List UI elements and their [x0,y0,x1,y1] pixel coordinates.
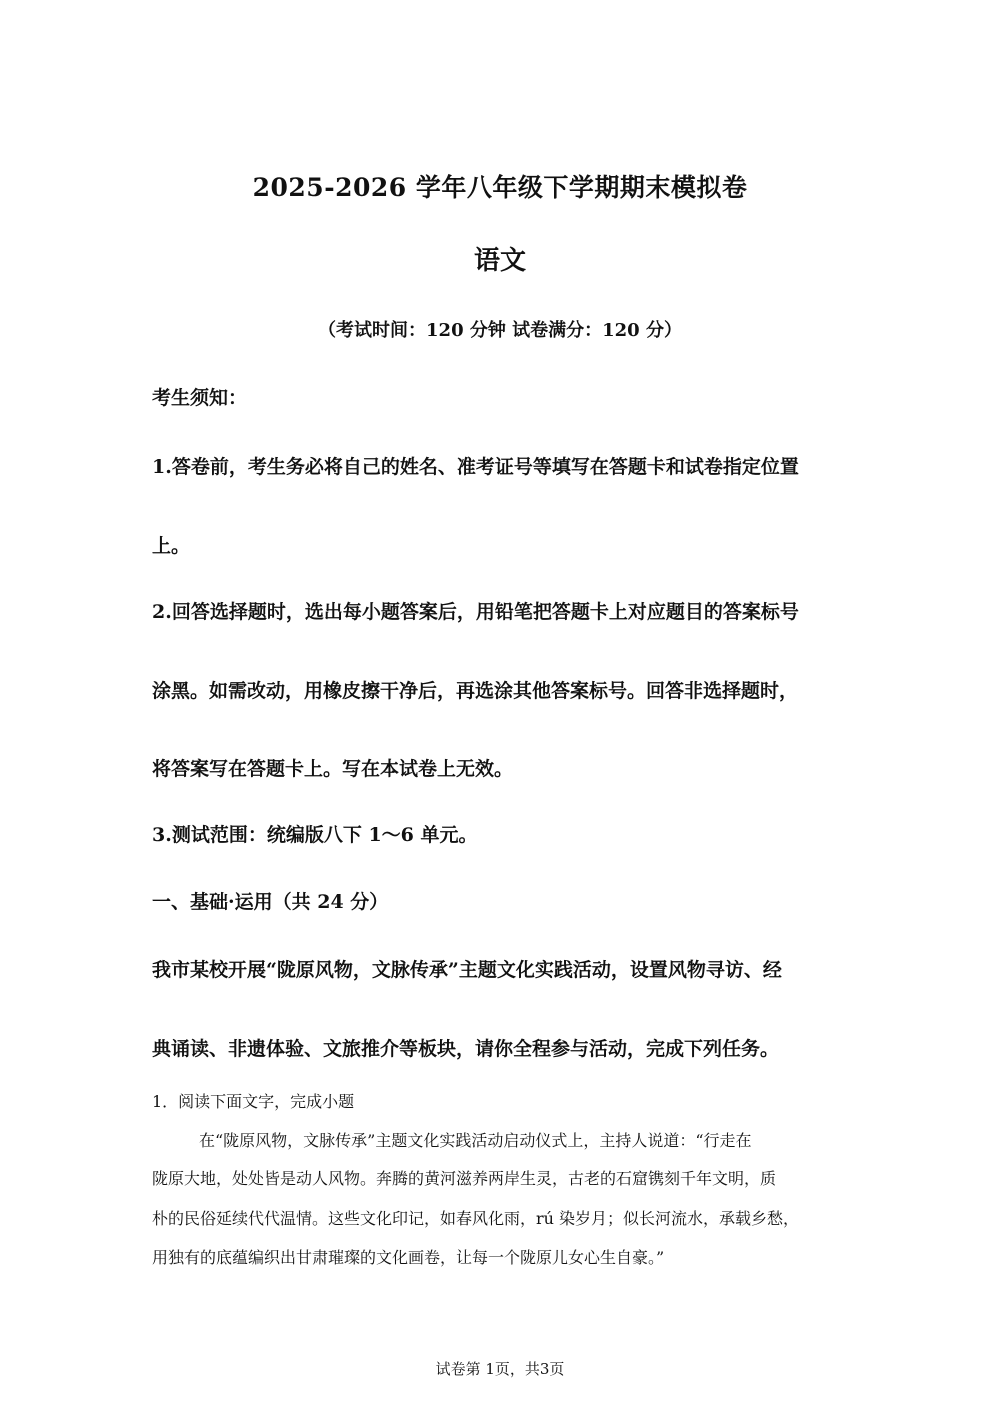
passage-line-4: 用独有的底蕴编织出甘肃璀璨的文化画卷，让每一个陇原儿女心生自豪。” [152,1248,665,1267]
notice-item-3: 3.测试范围：统编版八下 1～6 单元。 [152,824,478,846]
page-footer: 试卷第 1页，共3页 [435,1360,565,1378]
subject-title: 语文 [473,246,526,276]
section-1-intro-line-1: 我市某校开展“陇原风物，文脉传承”主题文化实践活动，设置风物寻访、经 [152,959,782,981]
question-1-label: 1．阅读下面文字，完成小题 [152,1092,355,1111]
notice-heading: 考生须知： [152,387,248,409]
notice-item-1-line-2: 上。 [152,535,191,557]
notice-item-2-line-3: 将答案写在答题卡上。写在本试卷上无效。 [152,758,514,780]
passage-line-1: 在“陇原风物，文脉传承”主题文化实践活动启动仪式上，主持人说道：“行走在 [199,1131,752,1150]
section-1-intro-line-2: 典诵读、非遗体验、文旅推介等板块，请你全程参与活动，完成下列任务。 [152,1038,780,1060]
section-1-heading: 一、基础·运用（共 24 分） [152,891,389,913]
notice-item-2-line-2: 涂黑。如需改动，用橡皮擦干净后，再选涂其他答案标号。回答非选择题时， [152,680,799,702]
exam-title: 2025-2026 学年八年级下学期期末模拟卷 [252,173,748,202]
passage-line-3: 朴的民俗延续代代温情。这些文化印记，如春风化雨，rú 染岁月；似长河流水，承载乡愁， [152,1209,800,1228]
notice-item-1-line-1: 1.答卷前，考生务必将自己的姓名、准考证号等填写在答题卡和试卷指定位置 [152,456,799,478]
notice-item-2-line-1: 2.回答选择题时，选出每小题答案后，用铅笔把答题卡上对应题目的答案标号 [152,601,799,623]
exam-info: （考试时间：120 分钟 试卷满分：120 分） [318,320,682,341]
passage-line-2: 陇原大地，处处皆是动人风物。奔腾的黄河滋养两岸生灵，古老的石窟镌刻千年文明，质 [152,1169,777,1188]
